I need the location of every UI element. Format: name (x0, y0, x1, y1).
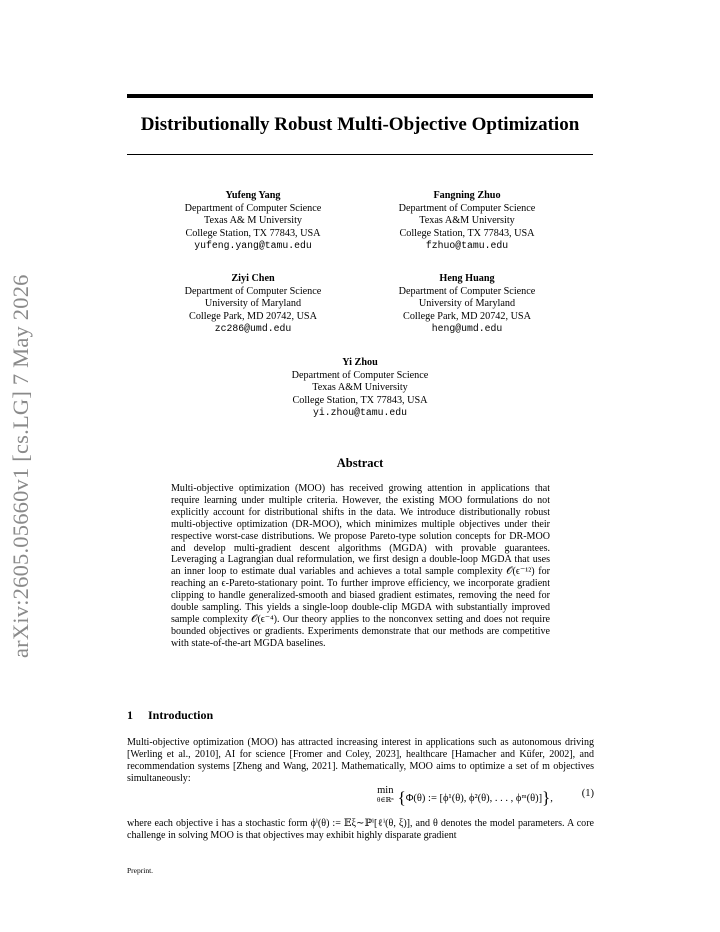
equation-body (377, 785, 553, 808)
intro-paragraph-continued: where each objective i has a stochastic form ϕⁱ(θ) := 𝔼ξ∼ℙⁱ[ℓⁱ(θ, ξ)], and θ denotes the model parameters. A core challenge in solving MOO is that objectives may exhibit highly disparate gradient (127, 818, 594, 841)
author-email: yi.zhou@tamu.edu (312, 407, 408, 418)
author-name: Yufeng Yang (225, 190, 281, 201)
min-subscript: θ∈ℝⁿ (377, 796, 394, 804)
left-brace: { (397, 788, 406, 807)
author-university: Texas A&M University (312, 382, 408, 393)
author-address: College Park, MD 20742, USA (403, 310, 531, 322)
author-university: Texas A& M University (203, 215, 303, 226)
author-block (148, 190, 358, 253)
section-title: Introduction (148, 708, 214, 722)
author-department: Department of Computer Science (291, 369, 429, 381)
right-brace: } (542, 788, 551, 807)
author-university: Texas A&M University (419, 215, 515, 226)
author-email: zc286@umd.edu (214, 323, 292, 334)
author-address: College Park, MD 20742, USA (189, 310, 317, 322)
title-bottom-rule (127, 154, 593, 155)
author-department: Department of Computer Science (398, 202, 536, 214)
intro-paragraph: Multi-objective optimization (MOO) has attracted increasing interest in applications such as autonomous driving [Werling et al., 2010], AI for science [Fromer and Coley, 2023], healthcare [Hamacher and Küfer, 2002], and recommendation systems [Zheng and Wang, 2021]. Mathematically, MOO aims to optimize a set of m objectives simultaneously: (127, 737, 594, 784)
author-name: Fangning Zhuo (433, 190, 501, 201)
author-block (362, 190, 572, 253)
section-number: 1 (127, 708, 133, 722)
equation-number: (1) (581, 788, 594, 799)
author-department: Department of Computer Science (184, 202, 322, 214)
author-university: University of Maryland (204, 298, 302, 309)
author-block (362, 273, 572, 336)
title-top-rule (127, 94, 593, 98)
author-email: yufeng.yang@tamu.edu (194, 240, 312, 251)
author-department: Department of Computer Science (398, 285, 536, 297)
equation-expression: {Φ(θ) := [ϕ¹(θ), ϕ²(θ), . . . , ϕᵐ(θ)]}, (397, 788, 553, 807)
author-email: fzhuo@tamu.edu (425, 240, 509, 251)
author-block (255, 357, 465, 420)
author-name: Heng Huang (439, 273, 495, 284)
equation-min-operator (377, 785, 394, 804)
equation-content: Φ(θ) := [ϕ¹(θ), ϕ²(θ), . . . , ϕᵐ(θ)] (405, 793, 543, 804)
abstract-text: Multi-objective optimization (MOO) has received growing attention in applications that require learning under multiple criteria. However, the existing MOO formulations do not explicitly account for distributional shifts in the data. We introduce distributionally robust multi-objective optimization (DR-MOO), which minimizes multiple objectives under their respective worst-case distributions. We propose Pareto-type solution concepts for DR-MOO and develop multi-gradient descent algorithms (MGDA) with provable guarantees. Leveraging a Lagrangian dual reformulation, we first design a double-loop MGDA that uses an inner loop to estimate dual variables and achieves a total sample complexity 𝒪(ϵ⁻¹²) for reaching an ϵ-Pareto-stationary point. To further improve efficiency, we incorporate gradient clipping to handle generalized-smooth and biased gradient estimates, removing the need for double sampling. This yields a single-loop double-clip MGDA with substantially improved sample complexity 𝒪(ϵ⁻⁴). Our theory applies to the nonconvex setting and does not require bounded objectives or gradients. Experiments demonstrate that our methods are competitive with state-of-the-art MGDA baselines. (171, 483, 550, 649)
author-department: Department of Computer Science (184, 285, 322, 297)
author-address: College Station, TX 77843, USA (185, 227, 321, 239)
author-university: University of Maryland (418, 298, 516, 309)
author-address: College Station, TX 77843, USA (399, 227, 535, 239)
paper-title: Distributionally Robust Multi-Objective Optimization (140, 114, 580, 135)
author-block (148, 273, 358, 336)
equation-1 (127, 785, 594, 813)
abstract-heading: Abstract (336, 456, 384, 470)
author-address: College Station, TX 77843, USA (292, 394, 428, 406)
author-email: heng@umd.edu (431, 323, 503, 334)
section-heading (127, 708, 213, 723)
arxiv-identifier-stamp: arXiv:2605.05660v1 [cs.LG] 7 May 2026 (8, 274, 33, 658)
min-operator: min (377, 785, 394, 796)
author-name: Yi Zhou (342, 357, 378, 368)
author-name: Ziyi Chen (231, 273, 275, 284)
preprint-footer: Preprint. (127, 866, 154, 875)
